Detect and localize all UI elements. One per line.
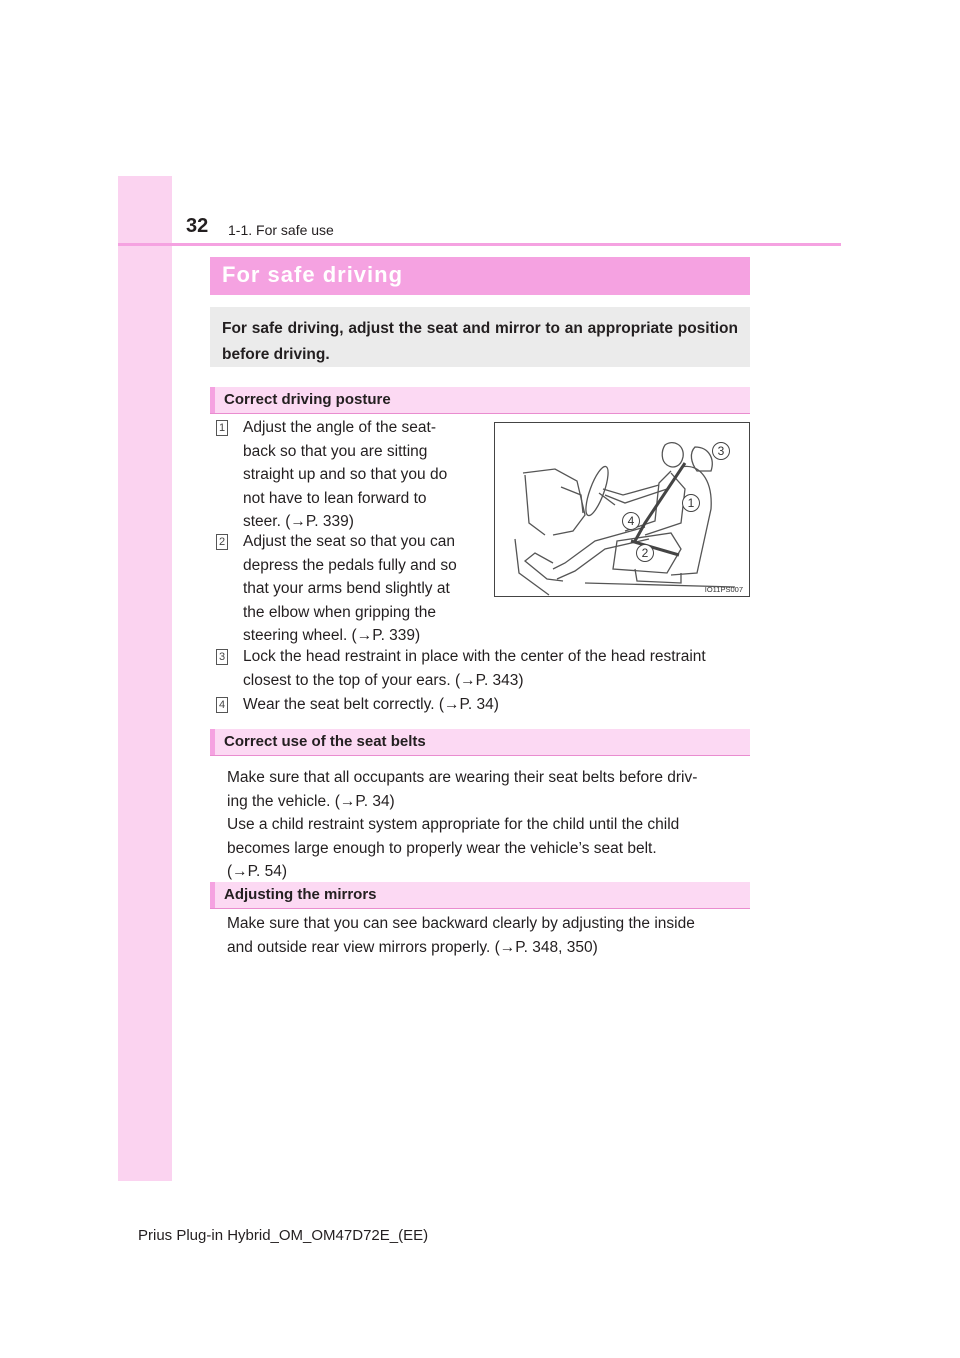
driving-posture-figure bbox=[494, 422, 750, 597]
text-line: ing the vehicle. (→P. 34) bbox=[227, 792, 395, 810]
step-4-text bbox=[243, 693, 745, 717]
text-line: steering wheel. (→P. 339) bbox=[243, 627, 421, 644]
intro-text: For safe driving, adjust the seat and mirror to an appropriate position before driving. bbox=[222, 320, 738, 363]
text-line: (→P. 54) bbox=[227, 863, 288, 880]
header-rule bbox=[118, 243, 841, 246]
text-line: Lock the head restraint in place with the center of the head restraint bbox=[243, 648, 706, 665]
footer-doc-id: Prius Plug-in Hybrid_OM_OM47D72E_(EE) bbox=[138, 1227, 429, 1244]
sidebar-tab bbox=[118, 176, 172, 1181]
step-3-text bbox=[243, 645, 745, 692]
text-line: Use a child restraint system appropriate for the child until the child bbox=[227, 816, 680, 833]
title-bar bbox=[210, 257, 750, 295]
step-number-1: 1 bbox=[216, 420, 228, 436]
driver-illustration bbox=[495, 423, 749, 596]
page-number: 32 bbox=[186, 215, 209, 237]
figure-callout: 4 bbox=[627, 514, 635, 528]
subheading-mirrors bbox=[210, 882, 750, 909]
text-line: depress the pedals fully and so bbox=[243, 556, 457, 574]
subheading-posture bbox=[210, 387, 750, 414]
text-line: becomes large enough to properly wear the vehicle’s seat belt. bbox=[227, 839, 657, 857]
step-number-4: 4 bbox=[216, 697, 228, 713]
subheading-seat-belts-label: Correct use of the seat belts bbox=[224, 733, 426, 750]
subheading-seat-belts bbox=[210, 729, 750, 756]
figure-code: IO11PS007 bbox=[704, 585, 743, 594]
seat-belts-paragraph bbox=[227, 766, 745, 884]
step-1-text bbox=[243, 416, 478, 534]
text-line: Make sure that all occupants are wearing their seat belts before driv- bbox=[227, 769, 698, 786]
section-label: 1-1. For safe use bbox=[228, 222, 334, 238]
text-line: back so that you are sitting bbox=[243, 442, 428, 460]
subheading-posture-label: Correct driving posture bbox=[224, 391, 391, 408]
text-line: Make sure that you can see backward clearly by adjusting the inside bbox=[227, 915, 695, 932]
text-line: Adjust the angle of the seat- bbox=[243, 419, 437, 436]
intro-box bbox=[210, 307, 750, 367]
text-line: and outside rear view mirrors properly. (→P. 348, 350) bbox=[227, 938, 598, 956]
text-line: that your arms bend slightly at bbox=[243, 580, 450, 597]
step-number-2: 2 bbox=[216, 534, 228, 550]
step-number-3: 3 bbox=[216, 649, 228, 665]
figure-callout: 2 bbox=[641, 546, 649, 560]
text-line: Wear the seat belt correctly. (→P. 34) bbox=[243, 696, 499, 713]
text-line: straight up and so that you do bbox=[243, 466, 448, 483]
text-line: closest to the top of your ears. (→P. 343) bbox=[243, 671, 524, 689]
figure-callout: 3 bbox=[717, 444, 725, 458]
figure-callout: 1 bbox=[687, 496, 695, 510]
text-line: Adjust the seat so that you can bbox=[243, 533, 455, 550]
page-title: For safe driving bbox=[222, 262, 404, 287]
text-line: steer. (→P. 339) bbox=[243, 513, 354, 530]
subheading-mirrors-label: Adjusting the mirrors bbox=[224, 886, 377, 903]
text-line: not have to lean forward to bbox=[243, 489, 427, 507]
mirrors-paragraph bbox=[227, 912, 745, 959]
step-2-text bbox=[243, 530, 478, 648]
text-line: the elbow when gripping the bbox=[243, 603, 437, 621]
